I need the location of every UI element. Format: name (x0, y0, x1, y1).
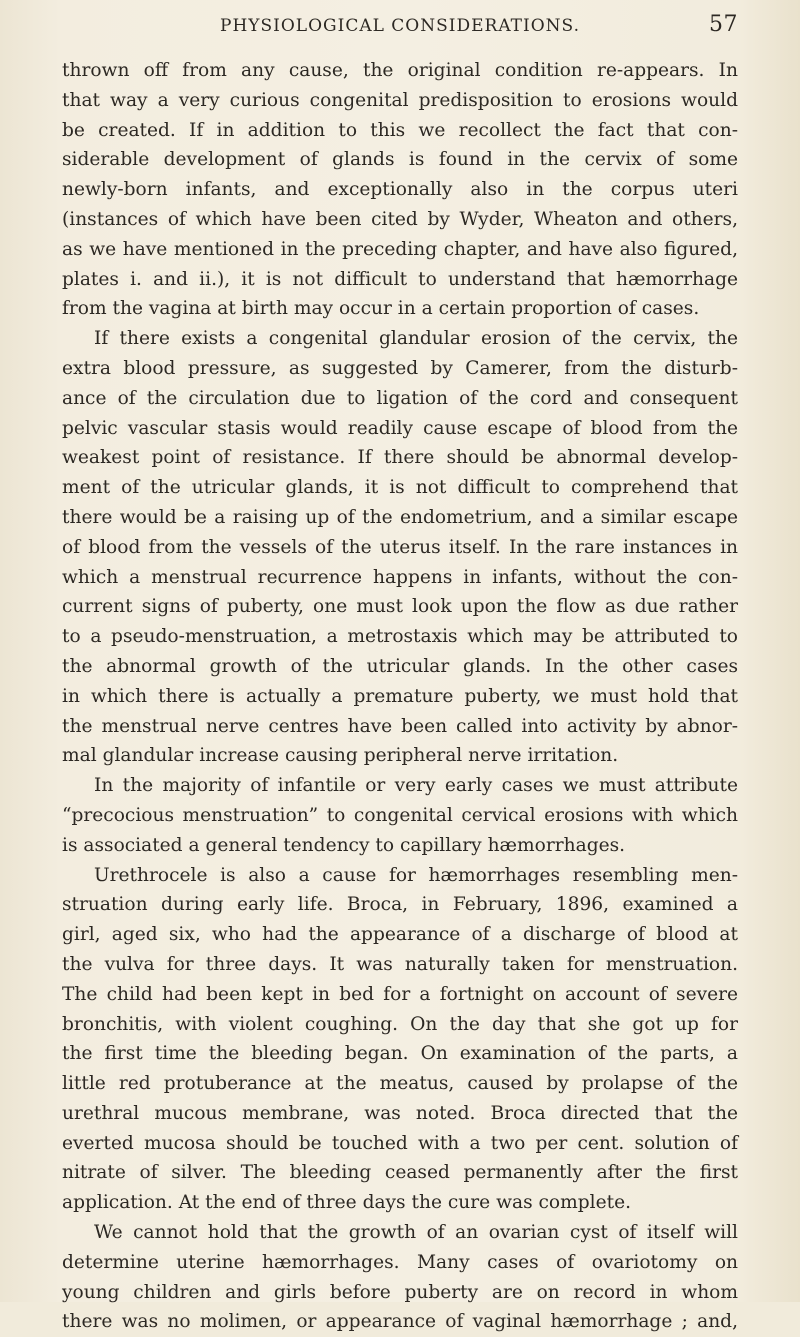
text-line: (instances of which have been cited by Wyder, Wheaton and others, (62, 208, 738, 230)
text-line: the menstrual nerve centres have been called into activity by abnor- (62, 715, 738, 737)
text-line: there was no molimen, or appearance of vaginal hæmorrhage ; and, (62, 1311, 738, 1333)
text-line: to a pseudo-menstruation, a metrostaxis which may be attributed to (62, 626, 738, 648)
text-line: girl, aged six, who had the appearance of a discharge of blood at (62, 924, 738, 946)
text-line: the abnormal growth of the utricular glands. In the other cases (62, 655, 738, 677)
text-line: ment of the utricular glands, it is not difficult to comprehend that (62, 477, 738, 499)
text-line: from the vagina at birth may occur in a certain proportion of cases. (62, 298, 700, 320)
text-line: ance of the circulation due to ligation of the cord and consequent (62, 387, 738, 409)
text-line: mal glandular increase causing peripheral nerve irritation. (62, 745, 619, 767)
text-line: The child had been kept in bed for a fortnight on account of severe (62, 983, 738, 1005)
text-line: newly-born infants, and exceptionally also in the corpus uteri (62, 179, 738, 201)
text-line: there would be a raising up of the endometrium, and a similar escape (62, 506, 738, 528)
text-line: application. At the end of three days the cure was complete. (62, 1192, 631, 1214)
text-line: struation during early life. Broca, in February, 1896, examined a (62, 894, 738, 916)
text-line: as we have mentioned in the preceding chapter, and have also figured, (62, 238, 738, 260)
text-line: the first time the bleeding began. On examination of the parts, a (62, 1043, 738, 1065)
text-line: current signs of puberty, one must look upon the flow as due rather (62, 596, 738, 618)
text-line: that way a very curious congenital predisposition to erosions would (62, 89, 738, 111)
text-line: everted mucosa should be touched with a two per cent. solution of (62, 1132, 738, 1154)
text-line: pelvic vascular stasis would readily cause escape of blood from the (62, 417, 738, 439)
text-line: In the majority of infantile or very early cases we must attribute (94, 775, 738, 797)
text-line: thrown off from any cause, the original condition re-appears. In (62, 60, 738, 81)
text-line: Urethrocele is also a cause for hæmorrhages resembling men- (94, 864, 738, 886)
text-line: of blood from the vessels of the uterus itself. In the rare instances in (62, 536, 738, 558)
text-line: urethral mucous membrane, was noted. Broca directed that the (62, 1102, 738, 1124)
text-line: “precocious menstruation” to congenital cervical erosions with which (62, 804, 738, 826)
text-line: bronchitis, with violent coughing. On the day that she got up for (62, 1013, 738, 1035)
text-line: siderable development of glands is found in the cervix of some (62, 149, 738, 171)
running-title: PHYSIOLOGICAL CONSIDERATIONS. (220, 16, 580, 36)
text-line: weakest point of resistance. If there should be abnormal develop- (62, 447, 738, 469)
text-line: which a menstrual recurrence happens in infants, without the con- (62, 566, 738, 588)
text-line: determine uterine hæmorrhages. Many cases of ovariotomy on (62, 1251, 738, 1273)
text-line: little red protuberance at the meatus, caused by prolapse of the (62, 1073, 738, 1095)
text-line: the vulva for three days. It was naturally taken for menstruation. (62, 953, 738, 975)
text-line: We cannot hold that the growth of an ovarian cyst of itself will (94, 1222, 738, 1244)
text-line: be created. If in addition to this we recollect the fact that con- (62, 119, 738, 141)
text-line: If there exists a congenital glandular erosion of the cervix, the (94, 328, 738, 350)
text-line: young children and girls before puberty are on record in whom (62, 1281, 738, 1303)
page-number: 57 (709, 12, 738, 37)
text-line: plates i. and ii.), it is not difficult to understand that hæmorrhage (62, 268, 738, 290)
running-head (62, 8, 738, 42)
body-text (62, 56, 738, 1337)
text-line: in which there is actually a premature puberty, we must hold that (62, 685, 738, 707)
text-line: is associated a general tendency to capillary hæmorrhages. (62, 834, 626, 856)
text-line: extra blood pressure, as suggested by Camerer, from the disturb- (62, 357, 738, 379)
text-line: nitrate of silver. The bleeding ceased permanently after the first (62, 1162, 738, 1184)
